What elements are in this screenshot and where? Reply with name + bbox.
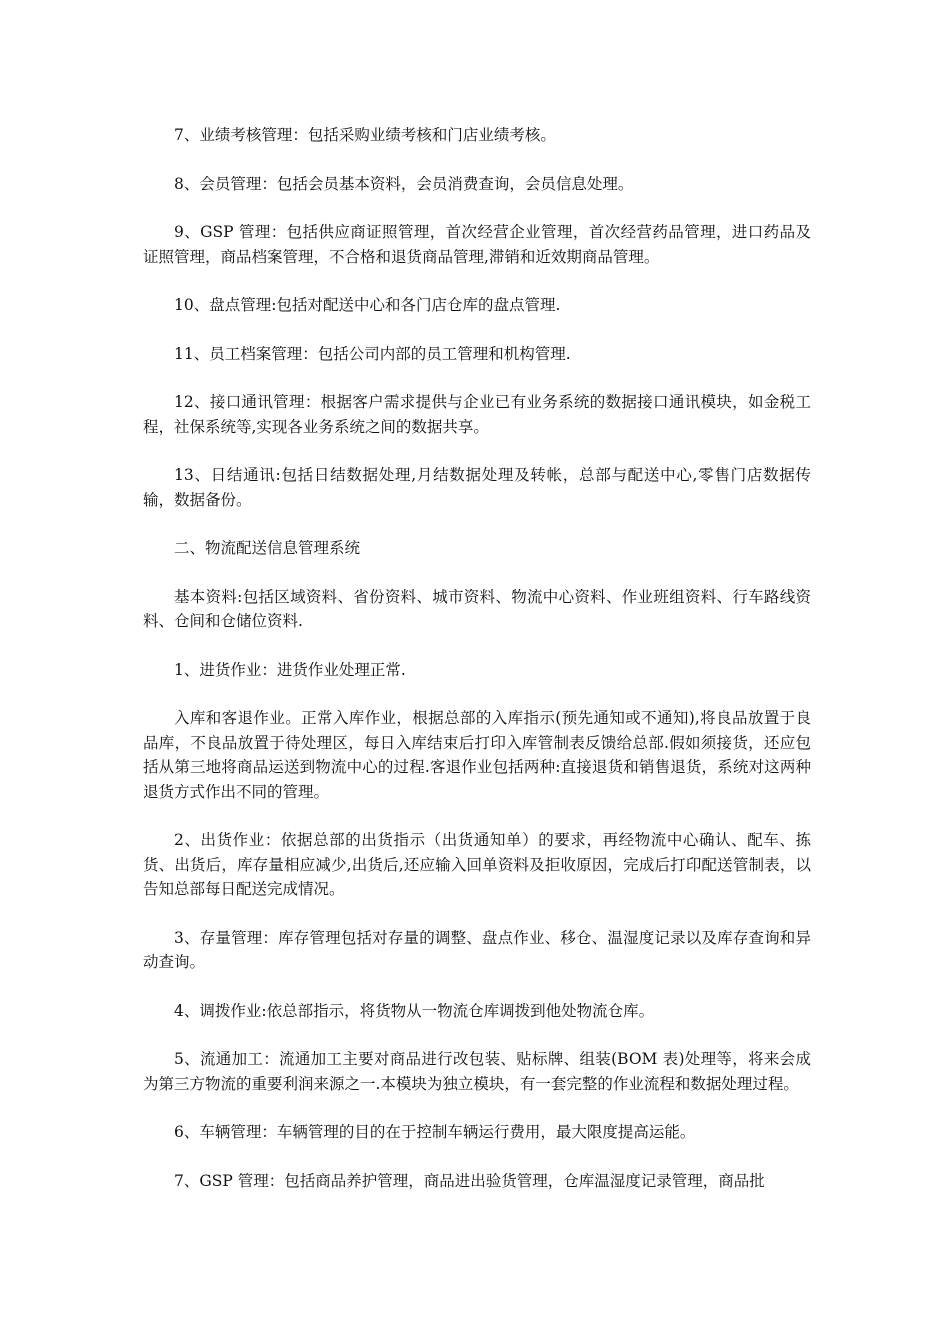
paragraph-inventory-count: 10、盘点管理:包括对配送中心和各门店仓库的盘点管理.	[174, 296, 561, 314]
paragraph-member-management: 8、会员管理：包括会员基本资料，会员消费查询，会员信息处理。	[174, 174, 634, 193]
paragraph-receiving-operation: 1、进货作业：进货作业处理正常.	[174, 660, 406, 679]
document-body	[143, 123, 811, 1217]
paragraph-vehicle-management: 6、车辆管理：车辆管理的目的在于控制车辆运行费用，最大限度提高运能。	[174, 1123, 696, 1141]
paragraph-basic-data: 基本资料:包括区域资料、省份资料、城市资料、物流中心资料、作业班组资料、行车路线资料、仓间和仓储位资料.	[143, 587, 811, 630]
paragraph-performance-review: 7、业绩考核管理：包括采购业绩考核和门店业绩考核。	[174, 126, 556, 144]
paragraph-interface-communication: 12、接口通讯管理：根据客户需求提供与企业已有业务系统的数据接口通讯模块，如金税工程，社保系统等,实现各业务系统之间的数据共享。	[143, 393, 811, 436]
paragraph-distribution-processing: 5、流通加工：流通加工主要对商品进行改包装、贴标牌、组装(BOM 表)处理等，将来会成为第三方物流的重要利润来源之一.本模块为独立模块，有一套完整的作业流程和数据处理过程。	[143, 1050, 811, 1093]
paragraph-staff-records: 11、员工档案管理：包括公司内部的员工管理和机构管理.	[174, 344, 571, 363]
paragraph-shipping-operation: 2、出货作业：依据总部的出货指示（出货通知单）的要求，再经物流中心确认、配车、拣货、出货后，库存量相应减少,出货后,还应输入回单资料及拒收原因，完成后打印配送管制表，以告知总部每日配送完成情况。	[143, 831, 811, 898]
paragraph-stock-management: 3、存量管理：库存管理包括对存量的调整、盘点作业、移仓、温湿度记录以及库存查询和异动查询。	[143, 928, 811, 971]
paragraph-gsp-logistics: 7、GSP 管理：包括商品养护管理，商品进出验货管理，仓库温湿度记录管理，商品批	[174, 1171, 765, 1190]
paragraph-gsp-management: 9、GSP 管理：包括供应商证照管理，首次经营企业管理，首次经营药品管理，进口药品及证照管理，商品档案管理，不合格和退货商品管理,滞销和近效期商品管理。	[143, 223, 811, 266]
paragraph-transfer-operation: 4、调拨作业:依总部指示，将货物从一物流仓库调拨到他处物流仓库。	[174, 1001, 655, 1020]
paragraph-daily-settlement: 13、日结通讯:包括日结数据处理,月结数据处理及转帐，总部与配送中心,零售门店数据传输，数据备份。	[143, 466, 811, 509]
section-heading-logistics-system: 二、物流配送信息管理系统	[174, 539, 361, 557]
paragraph-warehousing-returns: 入库和客退作业。正常入库作业，根据总部的入库指示(预先通知或不通知),将良品放置于良品库，不良品放置于待处理区，每日入库结束后打印入库管制表反馈给总部.假如须接货，还应包括从第三地将商品运送到物流中心的过程.客退作业包括两种:直接退货和销售退货，系统对这两种退货方式作出不同的管理。	[143, 709, 811, 801]
